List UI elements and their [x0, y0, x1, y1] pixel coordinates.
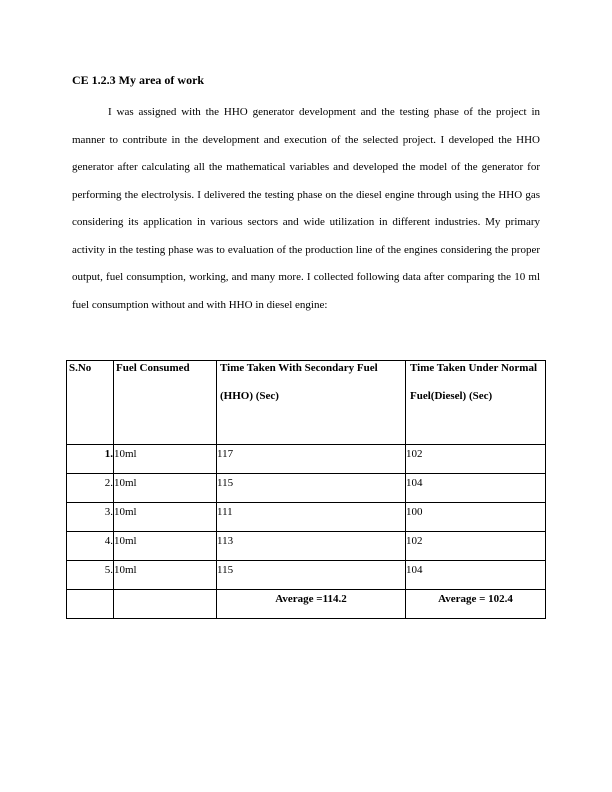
cell-sno: 2.: [67, 474, 114, 503]
table-row: [67, 445, 546, 474]
table-row: [67, 474, 546, 503]
average-hho: Average =114.2: [217, 590, 406, 619]
cell-normal: 102: [406, 532, 546, 561]
cell-hho: 115: [217, 474, 406, 503]
header-time-normal: Time Taken Under Normal Fuel(Diesel) (Sec): [406, 361, 546, 445]
cell-hho: 111: [217, 503, 406, 532]
cell-sno: 5.: [67, 561, 114, 590]
average-normal: Average = 102.4: [406, 590, 546, 619]
cell-normal: 104: [406, 561, 546, 590]
cell-hho: 115: [217, 561, 406, 590]
header-fuel-consumed: Fuel Consumed: [114, 361, 217, 445]
table-row: [67, 503, 546, 532]
table-row: [67, 561, 546, 590]
header-time-hho: Time Taken With Secondary Fuel (HHO) (Sec): [217, 361, 406, 445]
section-heading: CE 1.2.3 My area of work: [72, 73, 205, 87]
cell-sno: 1.: [67, 445, 114, 474]
table-row: [67, 532, 546, 561]
cell-fuel: 10ml: [114, 561, 217, 590]
header-sno: S.No: [67, 361, 114, 445]
cell-fuel: 10ml: [114, 503, 217, 532]
cell-empty: [67, 590, 114, 619]
fuel-comparison-table: [66, 360, 546, 619]
cell-sno: 4.: [67, 532, 114, 561]
cell-normal: 104: [406, 474, 546, 503]
table-header-row: [67, 361, 546, 445]
cell-normal: 102: [406, 445, 546, 474]
cell-fuel: 10ml: [114, 445, 217, 474]
cell-hho: 117: [217, 445, 406, 474]
average-row: [67, 590, 546, 619]
cell-sno: 3.: [67, 503, 114, 532]
cell-normal: 100: [406, 503, 546, 532]
cell-hho: 113: [217, 532, 406, 561]
cell-empty: [114, 590, 217, 619]
cell-fuel: 10ml: [114, 474, 217, 503]
cell-fuel: 10ml: [114, 532, 217, 561]
section-paragraph: I was assigned with the HHO generator development and the testing phase of the project in manner to contribute in the development and execution of the selected project. I developed the HHO generator after calculating all the mathematical variables and developed the model of the generator for performing the electrolysis. I delivered the testing phase on the diesel engine through using the HHO gas considering its application in various sectors and wide utilization in different industries. My primary activity in the testing phase was to evaluation of the production line of the engines considering the proper output, fuel consumption, working, and many more. I collected following data after comparing the 10 ml fuel consumption without and with HHO in diesel engine:: [72, 106, 540, 311]
